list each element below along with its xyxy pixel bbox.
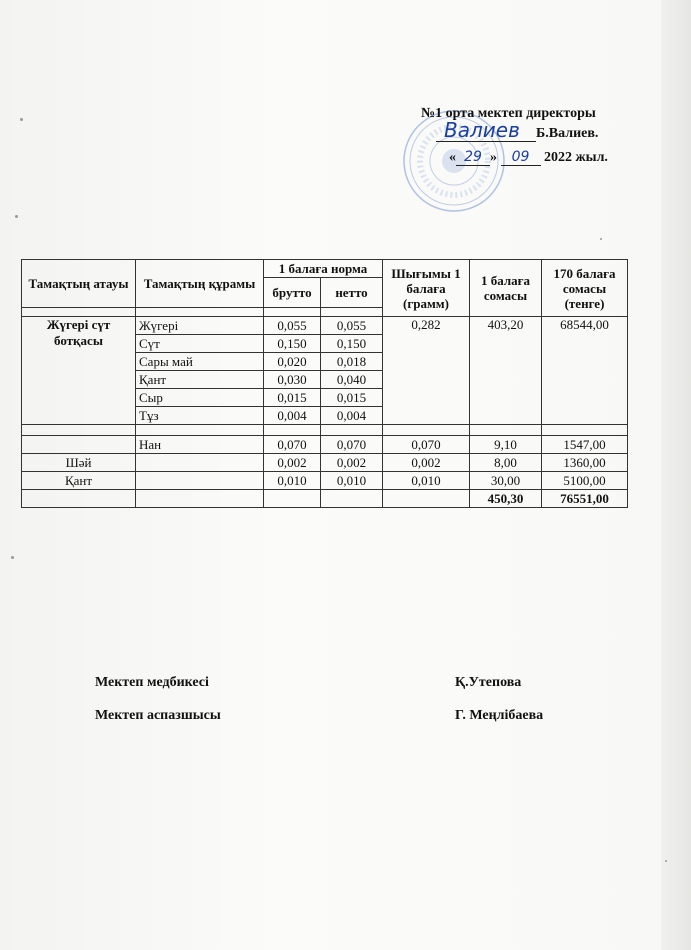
director-signature: Валиев xyxy=(444,118,520,142)
spacer-cell xyxy=(264,308,321,317)
ingredient-name: Қант xyxy=(136,371,264,389)
bread-price-170: 1547,00 xyxy=(542,436,628,454)
header-price-170: 170 балаға сомасы (тенге) xyxy=(542,260,628,317)
paper-speck xyxy=(11,556,14,559)
paper-speck xyxy=(665,860,667,862)
total-row xyxy=(22,490,628,508)
ingredient-netto: 0,150 xyxy=(321,335,383,353)
ingredient-netto: 0,015 xyxy=(321,389,383,407)
bread-yield: 0,070 xyxy=(383,436,470,454)
empty-cell xyxy=(22,436,136,454)
date-open-quote: « xyxy=(449,150,456,165)
empty-cell xyxy=(136,472,264,490)
ingredient-name: Тұз xyxy=(136,407,264,425)
table-row xyxy=(22,472,628,490)
ingredient-netto: 0,055 xyxy=(321,317,383,335)
spacer-cell xyxy=(383,425,470,436)
header-brutto: брутто xyxy=(264,278,321,308)
header-norm: 1 балаға норма xyxy=(264,260,383,278)
table-row xyxy=(22,454,628,472)
spacer-cell xyxy=(136,308,264,317)
date-day: 29 xyxy=(456,149,490,166)
tea-brutto: 0,002 xyxy=(264,454,321,472)
director-name: Б.Валиев. xyxy=(536,126,599,141)
bread-brutto: 0,070 xyxy=(264,436,321,454)
ingredient-netto: 0,018 xyxy=(321,353,383,371)
paper-speck xyxy=(20,118,23,121)
spacer-cell xyxy=(321,425,383,436)
tea-price-one: 8,00 xyxy=(470,454,542,472)
bread-price-one: 9,10 xyxy=(470,436,542,454)
empty-cell xyxy=(136,490,264,508)
cook-name: Г. Меңлібаева xyxy=(455,708,544,723)
sugar-yield: 0,010 xyxy=(383,472,470,490)
sugar-price-one: 30,00 xyxy=(470,472,542,490)
ingredient-brutto: 0,004 xyxy=(264,407,321,425)
tea-price-170: 1360,00 xyxy=(542,454,628,472)
ingredient-brutto: 0,150 xyxy=(264,335,321,353)
header-yield: Шығымы 1 балаға (грамм) xyxy=(383,260,470,317)
empty-cell xyxy=(22,490,136,508)
sugar-netto: 0,010 xyxy=(321,472,383,490)
paper-speck xyxy=(15,215,18,218)
spacer-cell xyxy=(136,425,264,436)
dish-name: Жүгері сүт ботқасы xyxy=(22,317,136,425)
date-month: 09 xyxy=(501,149,541,166)
paper-speck xyxy=(600,238,602,240)
total-price-one: 450,30 xyxy=(470,490,542,508)
spacer-cell xyxy=(321,308,383,317)
empty-cell xyxy=(264,490,321,508)
dish-yield: 0,282 xyxy=(383,317,470,425)
approval-date xyxy=(449,149,608,166)
dish-price-one: 403,20 xyxy=(470,317,542,425)
ingredient-brutto: 0,055 xyxy=(264,317,321,335)
header-netto: нетто xyxy=(321,278,383,308)
spacer-cell xyxy=(470,425,542,436)
sugar-name: Қант xyxy=(22,472,136,490)
table-row xyxy=(22,317,628,335)
ingredient-name: Сүт xyxy=(136,335,264,353)
empty-cell xyxy=(321,490,383,508)
bread-ingredient: Нан xyxy=(136,436,264,454)
sugar-brutto: 0,010 xyxy=(264,472,321,490)
nurse-title: Мектеп медбикесі xyxy=(95,675,209,690)
approval-title: №1 орта мектеп директоры xyxy=(421,106,596,121)
bread-netto: 0,070 xyxy=(321,436,383,454)
date-close-quote: » xyxy=(490,150,497,165)
tea-netto: 0,002 xyxy=(321,454,383,472)
ingredient-netto: 0,004 xyxy=(321,407,383,425)
menu-table xyxy=(21,259,628,508)
ingredient-name: Жүгері xyxy=(136,317,264,335)
ingredient-name: Сары май xyxy=(136,353,264,371)
spacer-row xyxy=(22,425,628,436)
date-year: 2022 жыл. xyxy=(544,150,608,165)
spacer-cell xyxy=(22,425,136,436)
cook-title: Мектеп аспазшысы xyxy=(95,708,221,723)
header-price-one: 1 балаға сомасы xyxy=(470,260,542,317)
ingredient-netto: 0,040 xyxy=(321,371,383,389)
spacer-cell xyxy=(22,308,136,317)
empty-cell xyxy=(383,490,470,508)
sugar-price-170: 5100,00 xyxy=(542,472,628,490)
ingredient-brutto: 0,015 xyxy=(264,389,321,407)
spacer-cell xyxy=(264,425,321,436)
page-edge-shadow xyxy=(661,0,691,950)
tea-name: Шәй xyxy=(22,454,136,472)
header-composition: Тамақтың құрамы xyxy=(136,260,264,308)
spacer-cell xyxy=(542,425,628,436)
table-row xyxy=(22,436,628,454)
empty-cell xyxy=(136,454,264,472)
ingredient-brutto: 0,030 xyxy=(264,371,321,389)
ingredient-brutto: 0,020 xyxy=(264,353,321,371)
tea-yield: 0,002 xyxy=(383,454,470,472)
ingredient-name: Сыр xyxy=(136,389,264,407)
dish-price-170: 68544,00 xyxy=(542,317,628,425)
header-food-name: Тамақтың атауы xyxy=(22,260,136,308)
total-price-170: 76551,00 xyxy=(542,490,628,508)
nurse-name: Қ.Утепова xyxy=(455,675,522,690)
